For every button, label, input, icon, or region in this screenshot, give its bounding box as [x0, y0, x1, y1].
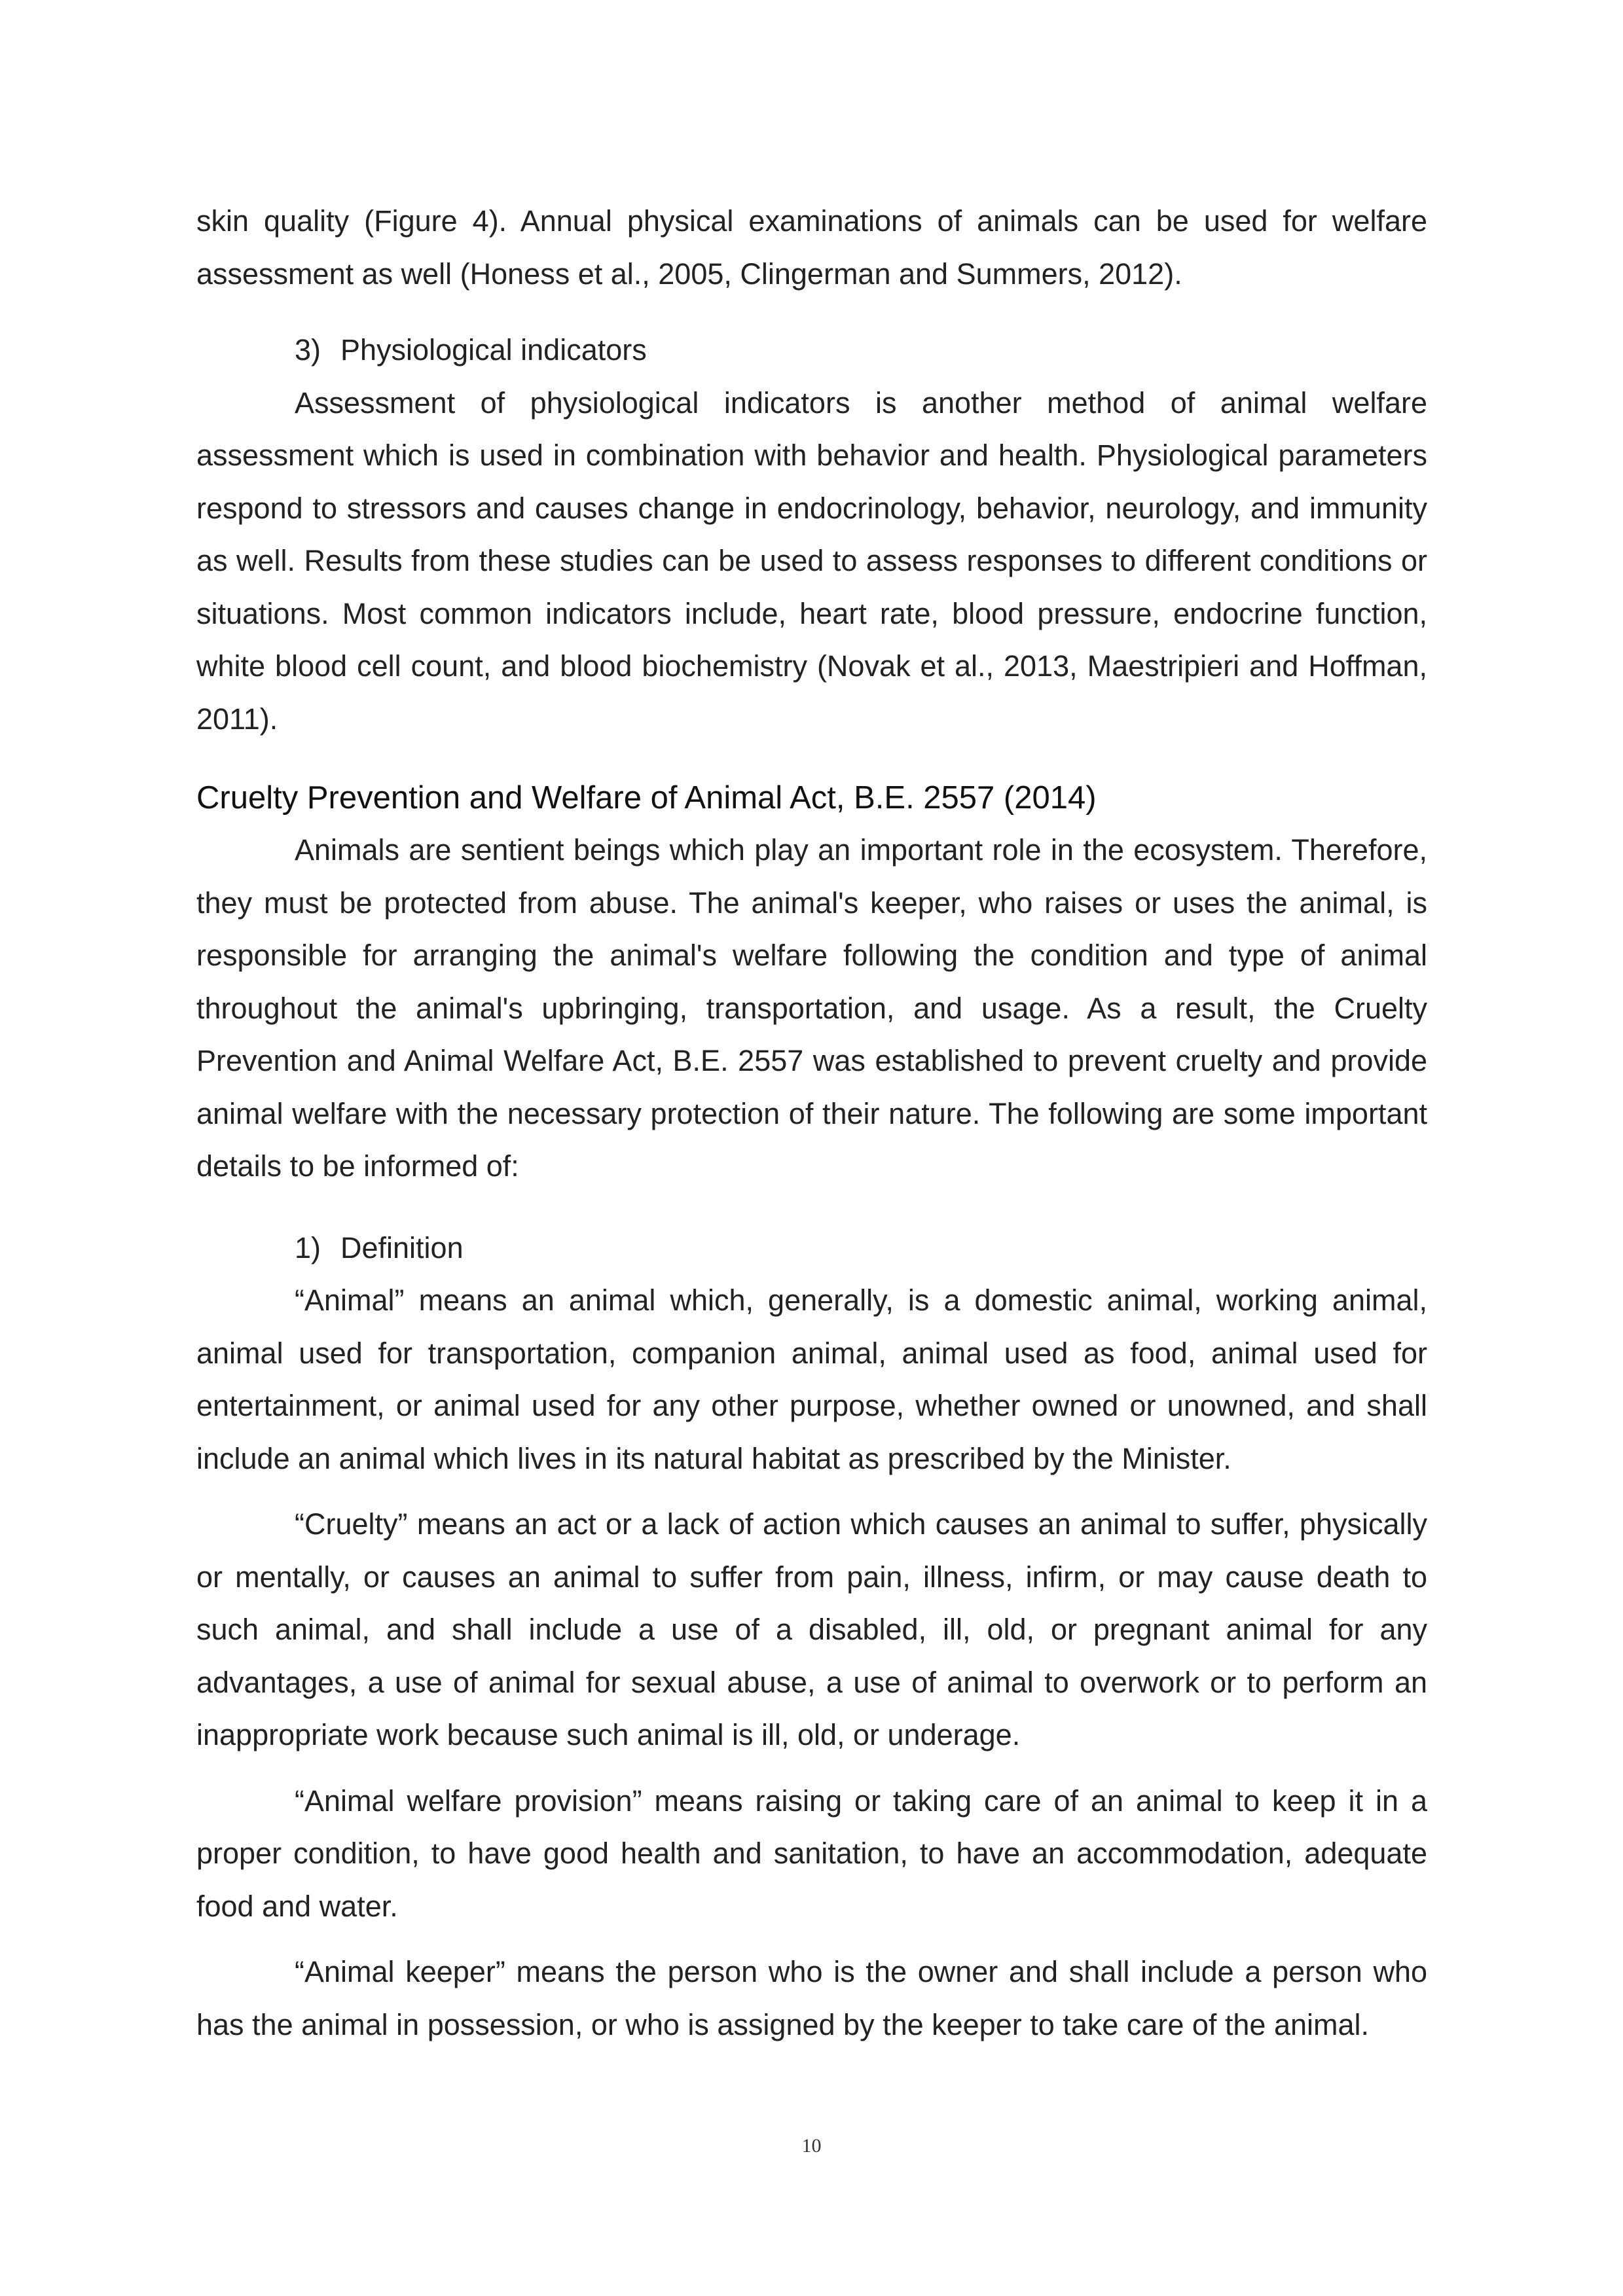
paragraph-act-intro: Animals are sentient beings which play an important role in the ecosystem. Therefore, they must be protected from abuse. The animal's keeper, who raises or uses the animal, is responsible for arranging the animal's welfare following the condition and type of animal throughout the animal's upbringing, transportation, and usage. As a result, the Cruelty Prevention and Animal Welfare Act, B.E. 2557 was established to prevent cruelty and provide animal welfare with the necessary protection of their nature. The following are some important details to be informed of:	[196, 833, 1427, 1183]
list-item-label: Physiological indicators	[340, 333, 647, 367]
paragraph-physiological: Assessment of physiological indicators is another method of animal welfare assessment which is used in combination with behavior and health. Physiological parameters respond to stressors and causes change in endocrinology, behavior, neurology, and immunity as well. Results from these studies can be used to assess responses to different conditions or situations. Most common indicators include, heart rate, blood pressure, endocrine function, white blood cell count, and blood biochemistry (Novak et al., 2013, Maestripieri and Hoffman, 2011).	[196, 386, 1427, 736]
list-item-number: 1)	[295, 1230, 321, 1265]
list-item-definition	[196, 1222, 1427, 1275]
paragraph-def-cruelty: “Cruelty” means an act or a lack of action which causes an animal to suffer, physically or mentally, or causes an animal to suffer from pain, illness, infirm, or may cause death to such animal, and shall include a use of a disabled, ill, old, or pregnant animal for any advantages, a use of animal for sexual abuse, a use of animal to overwork or to perform an inappropriate work because such animal is ill, old, or underage.	[196, 1507, 1427, 1751]
paragraph-skin-quality: skin quality (Figure 4). Annual physical examinations of animals can be used for welfare assessment as well (Honess et al., 2005, Clingerman and Summers, 2012).	[196, 204, 1427, 291]
paragraph-def-animal-keeper: “Animal keeper” means the person who is the owner and shall include a person who has the animal in possession, or who is assigned by the keeper to take care of the animal.	[196, 1955, 1427, 2041]
paragraph-def-welfare-provision: “Animal welfare provision” means raising or taking care of an animal to keep it in a proper condition, to have good health and sanitation, to have an accommodation, adequate food and water.	[196, 1784, 1427, 1923]
list-item-physiological-indicators	[196, 324, 1427, 377]
page-number: 10	[801, 2135, 822, 2157]
page-content	[196, 195, 1427, 2051]
list-item-label: Definition	[340, 1230, 464, 1265]
paragraph-def-animal: “Animal” means an animal which, generally, is a domestic animal, working animal, animal used for transportation, companion animal, animal used as food, animal used for entertainment, or animal used for any other purpose, whether owned or unowned, and shall include an animal which lives in its natural habitat as prescribed by the Minister.	[196, 1283, 1427, 1475]
section-heading: Cruelty Prevention and Welfare of Animal Act, B.E. 2557 (2014)	[196, 780, 1097, 816]
list-item-number: 3)	[295, 333, 321, 367]
